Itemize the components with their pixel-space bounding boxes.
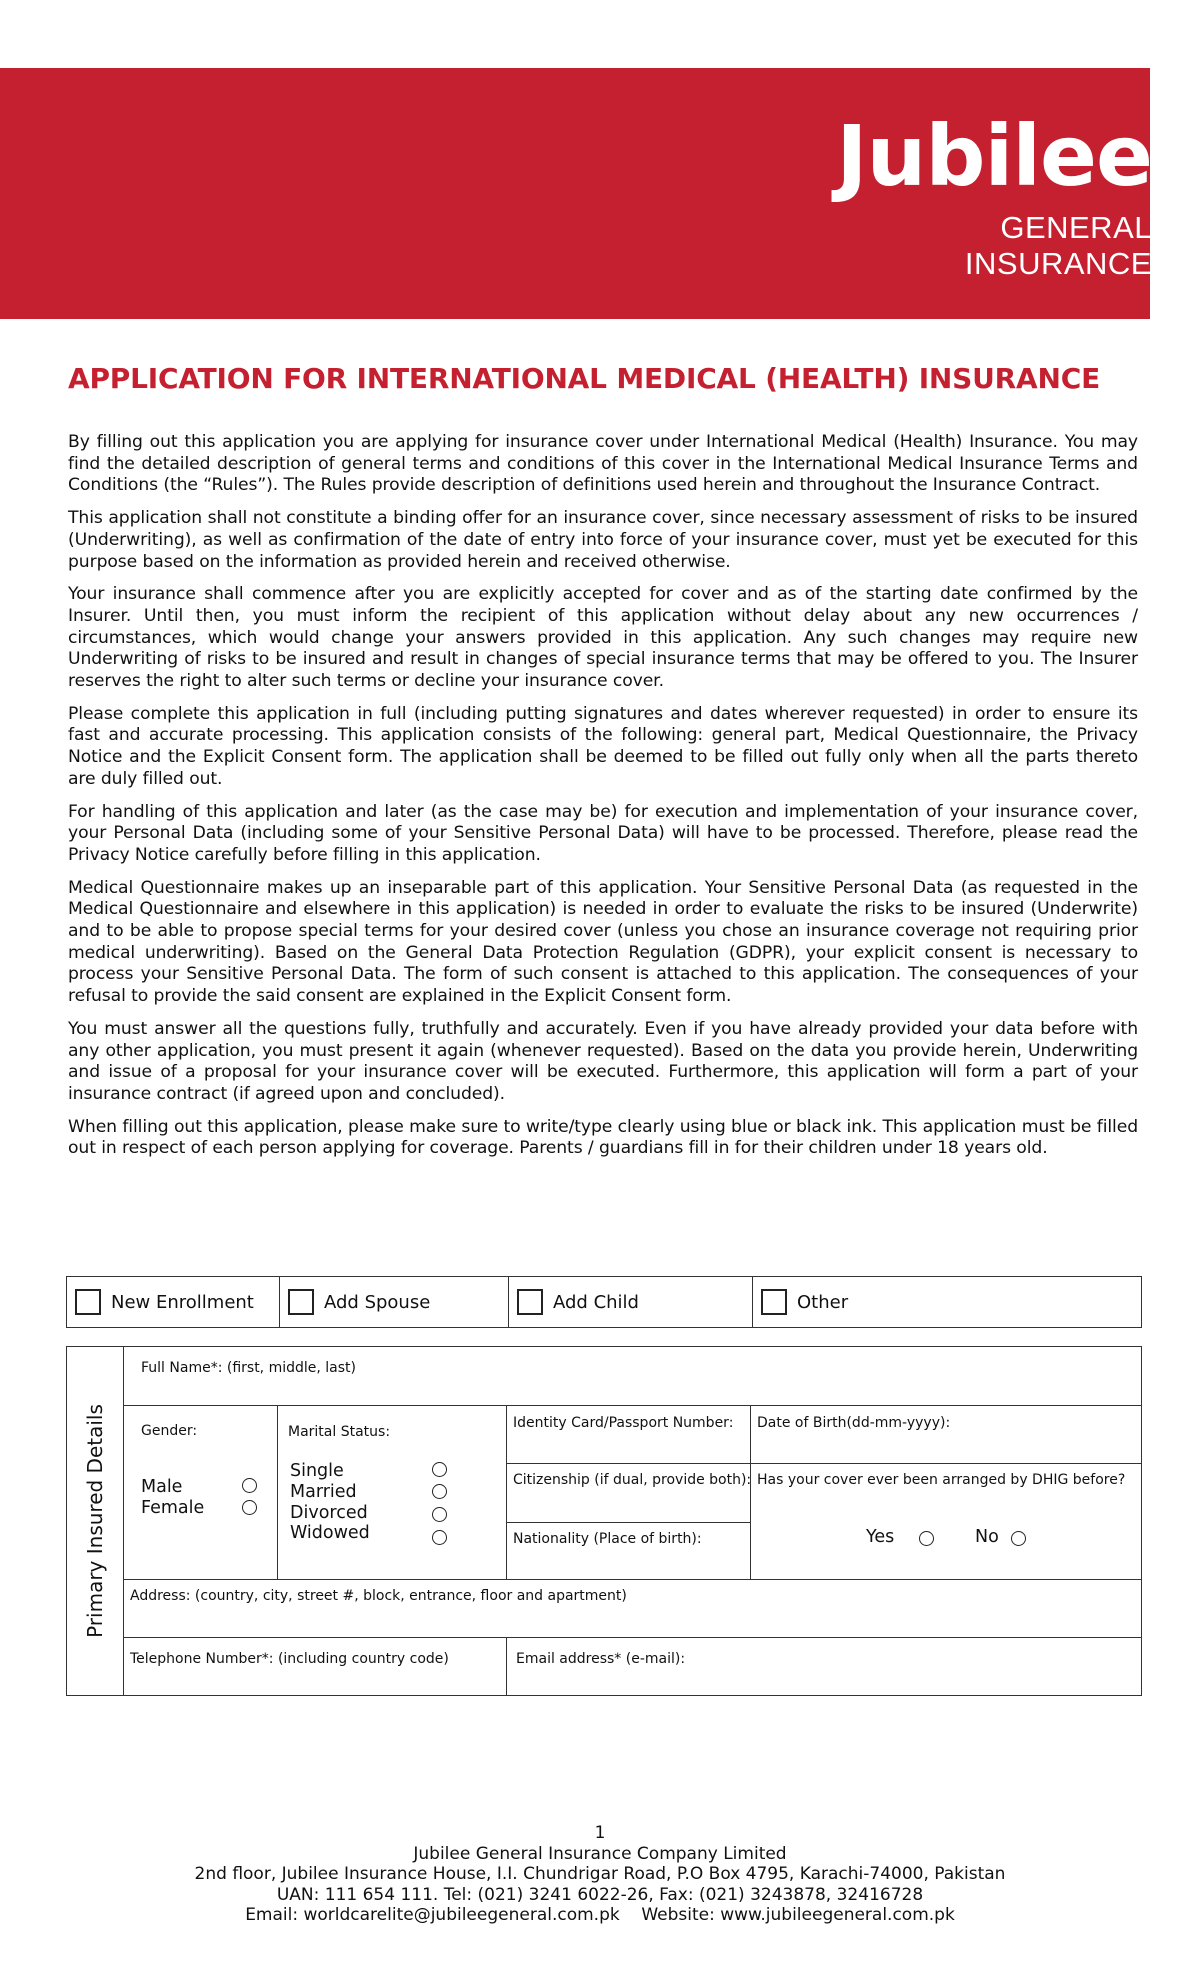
marital-status-cell — [277, 1405, 506, 1579]
add-spouse-checkbox[interactable] — [288, 1289, 314, 1315]
page-footer — [0, 1823, 1200, 1926]
page-title: APPLICATION FOR INTERNATIONAL MEDICAL (HEALTH) INSURANCE — [68, 362, 1101, 395]
add-child-label: Add Child — [553, 1291, 639, 1313]
enrollment-option-spouse — [280, 1277, 509, 1327]
full-name-field[interactable] — [124, 1347, 1141, 1405]
marital-widowed-label: Widowed — [290, 1523, 370, 1543]
intro-paragraph: Medical Questionnaire makes up an inseparable part of this application. Your Sensitive Personal Data (as requested in the Medical Questionnaire and elsewhere in this application) is needed in order to evaluate the risks to be insured (Underwrite) and to be able to propose special terms for your desired cover (unless you chose an insurance coverage not requiring prior medical underwriting). Based on the General Data Protection Regulation (GDPR), your explicit consent is necessary to process your Sensitive Personal Data. The form of such consent is attached to this application. The consequences of your refusal to provide the said consent are explained in the Explicit Consent form. — [68, 877, 1138, 1007]
intro-paragraph: Please complete this application in full (including putting signatures and dates wherever requested) in order to ensure its fast and accurate processing. This application consists of the following: general part, Medical Questionnaire, the Privacy Notice and the Explicit Consent form. The application shall be deemed to be filled out fully only when all the parts thereto are duly filled out. — [68, 703, 1138, 789]
intro-paragraph: When filling out this application, please make sure to write/type clearly using blue or black ink. This application must be filled out in respect of each person applying for coverage. Parents / guardians fill in for their children under 18 years old. — [68, 1116, 1138, 1159]
citizenship-field[interactable] — [506, 1463, 750, 1522]
intro-paragraph: For handling of this application and later (as the case may be) for execution and implementation of your insurance cover, your Personal Data (including some of your Sensitive Personal Data) will have to be processed. Therefore, please read the Privacy Notice carefully before filling in this application. — [68, 801, 1138, 865]
dhig-yes-label: Yes — [866, 1527, 895, 1547]
primary-insured-details-form — [66, 1346, 1142, 1696]
full-name-label: Full Name*: (first, middle, last) — [141, 1360, 356, 1376]
add-child-checkbox[interactable] — [517, 1289, 543, 1315]
other-label: Other — [797, 1291, 849, 1313]
enrollment-option-child — [509, 1277, 753, 1327]
id-passport-field[interactable] — [506, 1405, 750, 1463]
marital-divorced-radio[interactable] — [432, 1507, 447, 1522]
dhig-no-label: No — [975, 1527, 999, 1547]
page-number: 1 — [594, 1823, 606, 1843]
gender-cell — [124, 1405, 277, 1579]
address-label: Address: (country, city, street #, block, entrance, floor and apartment) — [130, 1588, 627, 1604]
telephone-label: Telephone Number*: (including country code) — [130, 1651, 449, 1667]
jubilee-logo — [812, 107, 1152, 282]
gender-male-radio[interactable] — [242, 1478, 257, 1493]
date-of-birth-label: Date of Birth(dd-mm-yyyy): — [757, 1415, 951, 1431]
email-label: Email address* (e-mail): — [516, 1651, 686, 1667]
add-spouse-label: Add Spouse — [324, 1291, 431, 1313]
id-passport-label: Identity Card/Passport Number: — [513, 1415, 734, 1431]
dhig-no-radio[interactable] — [1011, 1531, 1026, 1546]
intro-text — [68, 432, 1138, 1171]
telephone-field[interactable] — [124, 1637, 506, 1695]
footer-contact: UAN: 111 654 111. Tel: (021) 3241 6022-26, Fax: (021) 3243878, 32416728 — [276, 1884, 924, 1905]
gender-male-label: Male — [141, 1477, 183, 1497]
marital-status-label: Marital Status: — [288, 1424, 391, 1440]
gender-label: Gender: — [141, 1423, 198, 1439]
marital-married-label: Married — [290, 1482, 357, 1502]
new-enrollment-label: New Enrollment — [111, 1291, 254, 1313]
email-field[interactable] — [506, 1637, 1141, 1695]
marital-widowed-radio[interactable] — [432, 1530, 447, 1545]
dhig-question-label: Has your cover ever been arranged by DHIG before? — [757, 1472, 1126, 1488]
intro-paragraph: Your insurance shall commence after you are explicitly accepted for cover and as of the starting date confirmed by the Insurer. Until then, you must inform the recipient of this application without delay about any new occurrences / circumstances, which would change your answers provided in this application. Any such changes may require new Underwriting of risks to be insured and result in changes of special insurance terms that may be offered to you. The Insurer reserves the right to alter such terms or decline your insurance cover. — [68, 584, 1138, 692]
enrollment-option-other — [753, 1277, 1141, 1327]
marital-single-label: Single — [290, 1461, 344, 1481]
dhig-yes-radio[interactable] — [919, 1531, 934, 1546]
date-of-birth-field[interactable] — [750, 1405, 1141, 1463]
intro-paragraph: This application shall not constitute a binding offer for an insurance cover, since necessary assessment of risks to be insured (Underwriting), as well as confirmation of the date of entry into force of your insurance cover, must yet be executed for this purpose based on the information as provided herein and received otherwise. — [68, 508, 1138, 572]
side-label: Primary Insured Details — [83, 1404, 107, 1638]
logo-wordmark: Jubilee — [836, 107, 1152, 205]
gender-female-radio[interactable] — [242, 1500, 257, 1515]
marital-married-radio[interactable] — [432, 1484, 447, 1499]
footer-address: 2nd floor, Jubilee Insurance House, I.I. Chundrigar Road, P.O Box 4795, Karachi-74000, Pakistan — [194, 1864, 1006, 1884]
marital-divorced-label: Divorced — [290, 1503, 368, 1523]
new-enrollment-checkbox[interactable] — [75, 1289, 101, 1315]
side-label-cell — [67, 1347, 124, 1695]
address-field[interactable] — [124, 1579, 1141, 1637]
intro-paragraph: By filling out this application you are applying for insurance cover under International Medical (Health) Insurance. You may find the detailed description of general terms and conditions of this cover in the International Medical Insurance Terms and Conditions (the “Rules”). The Rules provide description of definitions used herein and throughout the Insurance Contract. — [68, 432, 1138, 496]
nationality-label: Nationality (Place of birth): — [513, 1531, 702, 1547]
dhig-question-cell — [750, 1463, 1141, 1579]
other-checkbox[interactable] — [761, 1289, 787, 1315]
marital-single-radio[interactable] — [432, 1462, 447, 1477]
enrollment-option-new — [67, 1277, 280, 1327]
citizenship-label: Citizenship (if dual, provide both): — [513, 1472, 752, 1488]
footer-company-name: Jubilee General Insurance Company Limited — [413, 1843, 787, 1864]
footer-email-website: Email: worldcarelite@jubileegeneral.com.pk Website: www.jubileegeneral.com.pk — [245, 1905, 955, 1925]
nationality-field[interactable] — [506, 1522, 750, 1579]
logo-subtitle: GENERAL INSURANCE — [964, 210, 1152, 281]
gender-female-label: Female — [141, 1498, 205, 1518]
enrollment-type-row — [66, 1276, 1142, 1328]
intro-paragraph: You must answer all the questions fully, truthfully and accurately. Even if you have already provided your data before with any other application, you must present it again (whenever requested). Based on the data you provide herein, Underwriting and issue of a proposal for your insurance cover will be executed. Furthermore, this application will form a part of your insurance contract (if agreed upon and concluded). — [68, 1018, 1138, 1104]
